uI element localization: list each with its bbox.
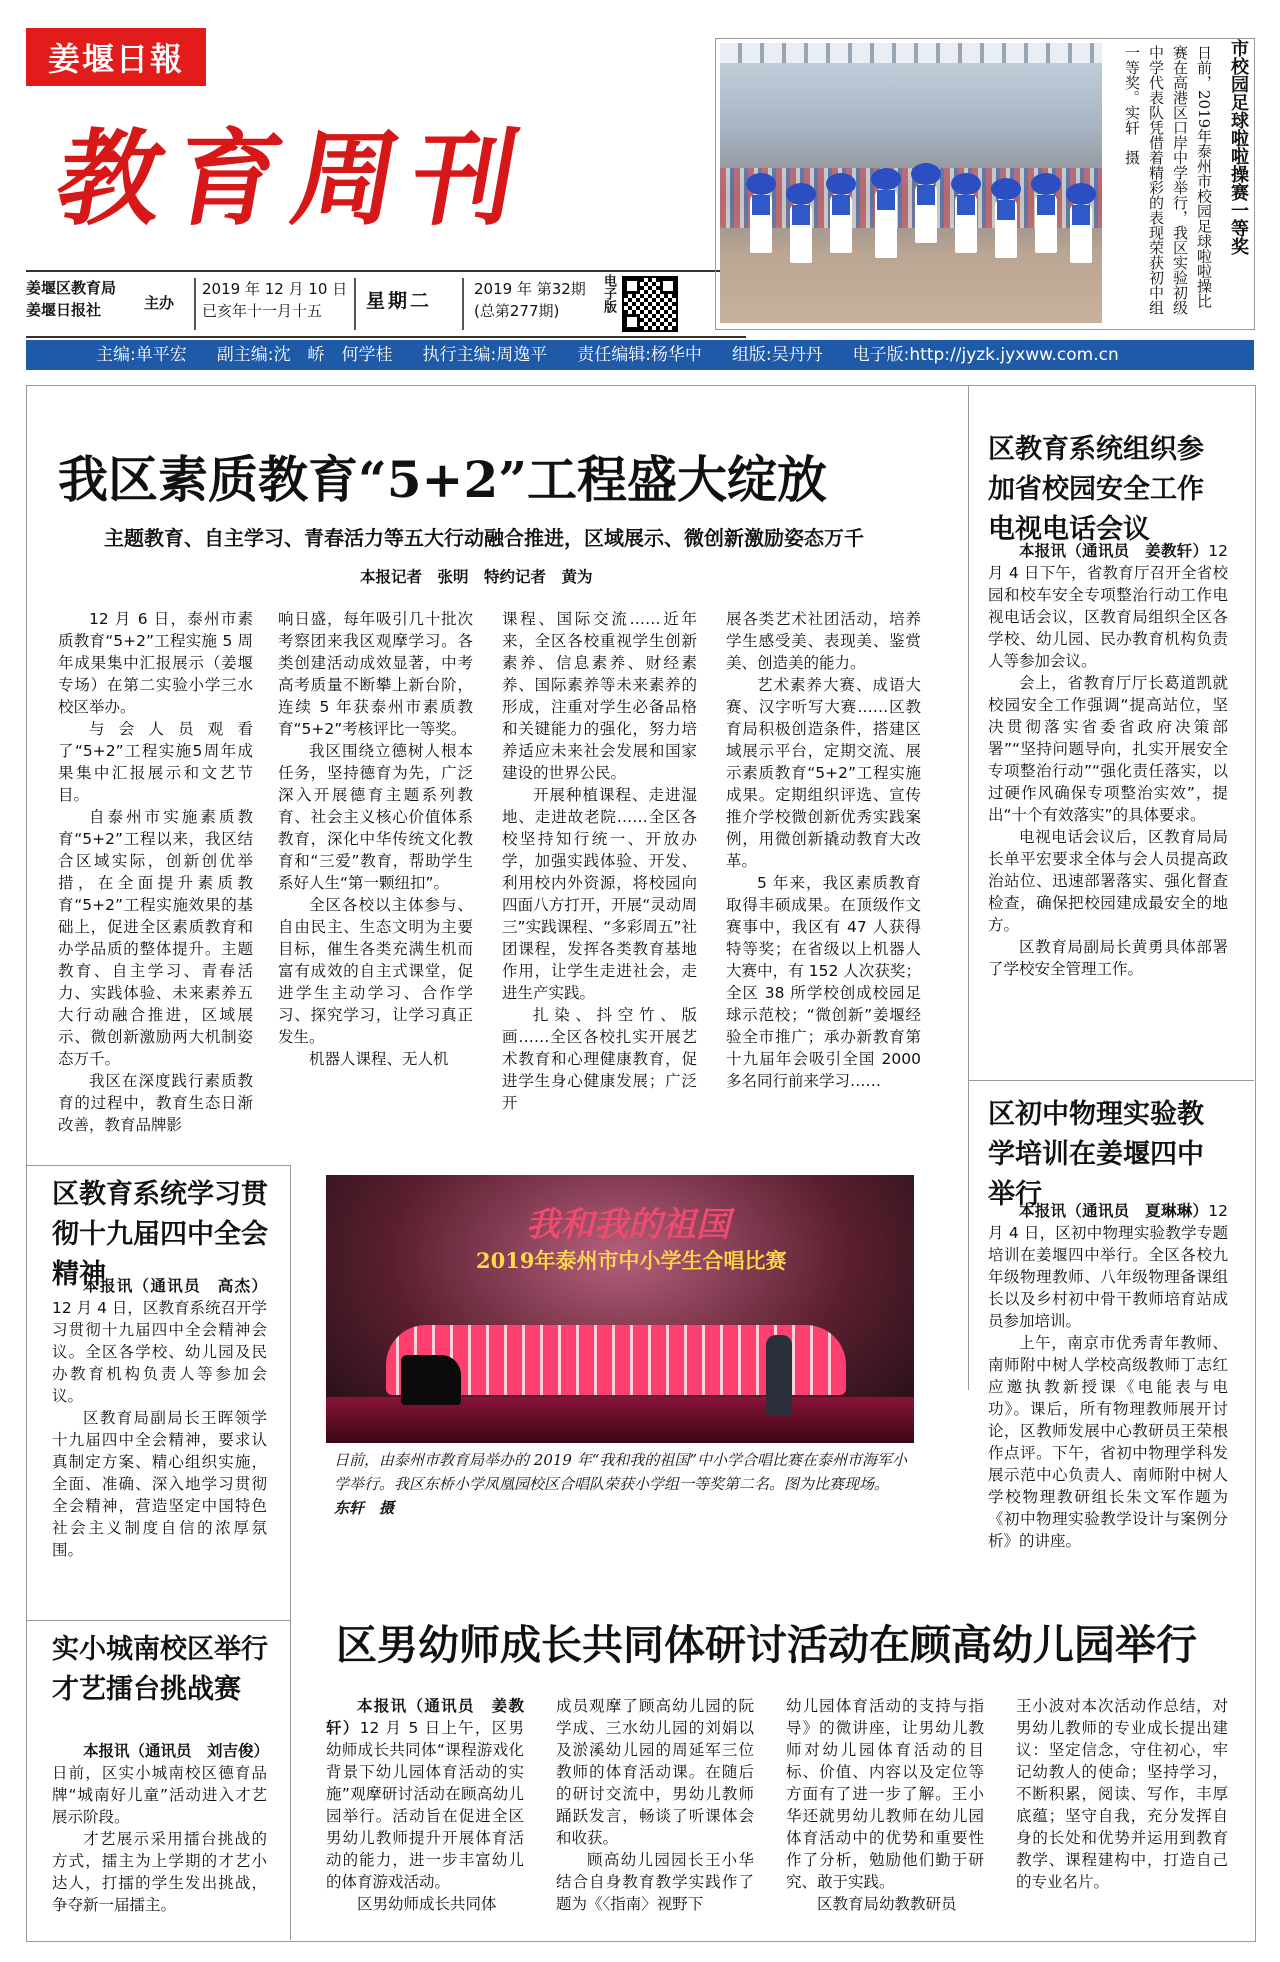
paragraph: 会上，省教育厅厅长葛道凯就校园安全工作强调“提高站位，坚决贯彻落实省委省政府决策部署”“坚持问题导向，扎实开展安全专项整治行动”“强化责任落实，以过硬作风确保专项整治实效”，提出“十个有效落实”的具体要求。 [988,674,1228,824]
piano [401,1355,461,1405]
weekday: 星期二 [366,290,433,312]
lead-column-4 [726,608,921,1092]
issue-block [474,278,586,342]
paragraph: 与会人员观看了“5+2”工程实施5周年成果集中汇报展示和文艺节目。 [58,720,253,804]
cheerleader [790,203,812,263]
lead-headline: 我区素质教育“5+2”工程盛大绽放 [58,450,827,509]
left2-headline: 区教育系统学习贯彻十九届四中全会精神 [52,1179,268,1290]
choir-banner-title: 我和我的祖国 [526,1205,730,1245]
top-story-credit: 实轩 摄 [1123,105,1141,165]
paragraph: 展各类艺术社团活动，培养学生感受美、表现美、鉴赏美、创造美的能力。 [726,610,921,672]
qr-label: 电子版 [601,274,616,313]
cheerleader [915,183,937,243]
publisher-1: 姜堰区教育局 [26,279,117,297]
date-lunar: 已亥年十一月十五 [202,302,323,320]
divider [462,278,464,330]
row-rule [26,1620,291,1621]
lead-byline: 本报记者 张明 特约记者 黄为 [360,568,593,586]
choir-banner-subtitle: 2019年泰州市中小学生合唱比赛 [476,1248,787,1273]
qr-finder-icon [624,278,640,294]
paragraph: 扎染、抖空竹、版画……全区各校扎实开展艺术教育和心理健康教育，促进学生身心健康发展；广泛开 [502,1006,697,1112]
bottom-column-1 [326,1695,524,1915]
right1-headline: 区教育系统组织参加省校园安全工作电视电话会议 [988,434,1204,545]
bottom-headline: 区男幼师成长共同体研讨活动在顾高幼儿园举行 [336,1621,1197,1669]
row-rule [26,1165,291,1166]
cheerleader [1070,203,1092,263]
bottom-column-2 [556,1695,754,1915]
right2-body [988,1200,1228,1552]
choir-caption [334,1448,908,1520]
column-rule [968,1165,969,1390]
paragraph: 5 年来，我区素质教育取得丰硕成果。在顶级作文赛事中，我区有 47 人获得特等奖；在省级以上机器人大赛中，有 152 人次获奖；全区 38 所学校创成校园足球示范校；“微创新”姜堰经验全市推广；承办新教育第十九届年会吸引全国 2000 多名同行前来学习…… [726,874,921,1090]
host-label: 主办 [144,294,175,312]
paragraph: 区男幼师成长共同体 [357,1895,497,1913]
masthead-title: 教育周刊 [47,117,542,240]
cheerleader [955,193,977,253]
paragraph: 幼儿园体育活动的支持与指导》的微讲座，让男幼儿教师对幼儿园体育活动的目标、价值、内容以及定位等方面有了进一步了解。王小华还就男幼儿教师在幼儿园体育活动中的优势和重要性作了分析，勉励他们勤于研究、敢于实践。 [786,1697,984,1891]
right2-headline: 区初中物理实验教学培训在姜堰四中举行 [988,1099,1204,1210]
bottom-byline: 本报讯（通讯员 姜教轩） [326,1697,524,1737]
paragraph: 区教育局副局长黄勇具体部署了学校安全管理工作。 [988,938,1228,978]
paragraph: 上午，南京市优秀青年教师、南师附中树人学校高级教师丁志红应邀执教新授课《电能表与电功》。课后，所有物理教师展开讨论，区教师发展中心教研员王荣根作点评。下午，省初中物理学科发展示范中心负责人、南师附中树人学校物理教研组长朱文军作题为《初中物理实验教学设计与案例分析》的讲座。 [988,1334,1228,1550]
paragraph: 12 月 4 日，区初中物理实验教学专题培训在姜堰四中举行。全区各校九年级物理教师、八年级物理备课组长以及乡村初中骨干教师培育站成员参加培训。 [988,1202,1228,1330]
column-rule [290,1165,291,1940]
paragraph: 响日盛，每年吸引几十批次考察团来我区观摩学习。各类创建活动成效显著，中考高考质量不断攀上新台阶，连续 5 年获泰州市素质教育“5+2”考核评比一等奖。 [278,610,473,738]
gym-ceiling [720,43,1102,63]
staff-deputy-editors: 副主编:沈 峤 何学桂 [216,345,393,365]
paragraph: 我区在深度践行素质教育的过程中，教育生态日渐改善，教育品牌影 [58,1072,253,1134]
lead-column-3 [502,608,697,1114]
bottom-column-4 [1016,1695,1228,1893]
newspaper-tag: 姜堰日報 [26,28,206,86]
paragraph: 王小波对本次活动作总结，对男幼儿教师的专业成长提出建议：坚定信念，守住初心，牢记幼教人的使命；坚持学习，不断积累，阅读、写作，丰厚底蕴；坚守自我，充分发挥自身的长处和优势并运用到教育教学、课程建构中，打造自己的专业名片。 [1016,1697,1228,1891]
paragraph: 艺术素养大赛、成语大赛、汉字听写大赛……区教育局积极创造条件，搭建区域展示平台，定期交流、展示素质教育“5+2”工程实施成果。定期组织评选、宣传推介学校微创新优秀实践案例，用微创新撬动教育大改革。 [726,676,921,870]
paragraph: 成员观摩了顾高幼儿园的阮学成、三水幼儿园的刘娟以及淤溪幼儿园的周延军三位教师的体育活动课。在随后的研讨交流中，男幼儿教师踊跃发言，畅谈了听课体会和收获。 [556,1697,754,1847]
paragraph: 区教育局副局长王晖领学十九届四中全会精神，要求认真制定方案、精心组织实施，全面、准确、深入地学习贯彻全会精神，营造坚定中国特色社会主义制度自信的浓厚氛围。 [52,1409,267,1559]
lead-subheadline: 主题教育、自主学习、青春活力等五大行动融合推进，区域展示、微创新激励姿态万千 [104,526,864,550]
paragraph: 才艺展示采用擂台挑战的方式，擂主为上学期的才艺小达人，打擂的学生发出挑战，争夺新一届擂主。 [52,1830,267,1914]
cheerleader [995,198,1017,258]
qr-finder-icon [624,314,640,330]
column-rule [968,385,969,1165]
epaper-link[interactable]: 电子版:http://jyzk.jyxww.com.cn [852,345,1119,365]
paragraph: 12 月 5 日上午，区男幼师成长共同体“课程游戏化背景下幼儿园体育活动的实施”观摩研讨活动在顾高幼儿园举行。活动旨在促进全区男幼儿教师提升开展体育活动的能力，进一步丰富幼儿的体育游戏活动。 [326,1719,524,1891]
date-block [202,278,347,342]
choir-photo [326,1175,914,1443]
left3-body [52,1740,270,1916]
cheerleader [1035,193,1057,253]
top-story-text [1108,45,1216,321]
caption-text: 日前，由泰州市教育局举办的 2019 年“我和我的祖国”中小学合唱比赛在泰州市海军小学举行。我区东桥小学凤凰园校区合唱队荣获小学组一等奖第二名。图为比赛现场。 [334,1451,908,1493]
paragraph: 开展种植课程、走进湿地、走进故老院……全区各校坚持知行统一、开放办学，加强实践体验、开发、利用校内外资源，将校园向四面八方打开，开展“灵动周三”实践课程、“多彩周五”社团课程，发挥各类教育基地作用，让学生走进社会，走进生产实践。 [502,786,697,1002]
publisher-block [26,277,156,341]
paragraph: 自泰州市实施素质教育“5+2”工程以来，我区结合区域实际，创新创优举措，在全面提升素质教育“5+2”工程实施效果的基础上，促进全区素质教育和办学品质的整体提升。主题教育、自主学习、青春活力、实践体验、未来素养五大行动融合推进，区域展示、微创新激励两大机制姿态万千。 [58,808,253,1068]
top-story-body: 日前，2019年泰州市校园足球啦啦操比赛在高港区口岸中学举行，我区实验初级中学代表队凭借着精彩的表现荣获初中组一等奖。 [1123,45,1213,315]
staff-executive-editor: 执行主编:周逸平 [422,345,548,365]
issue-total: (总第277期) [474,302,560,320]
paragraph: 12 月 6 日，泰州市素质教育“5+2”工程实施 5 周年成果集中汇报展示（姜堰专场）在第二实验小学三水校区举办。 [58,610,253,716]
paragraph: 电视电话会议后，区教育局局长单平宏要求全体与会人员提高政治站位、迅速部署落实、强化督查检查，确保把校园建成最安全的地方。 [988,828,1228,934]
paragraph: 12 月 4 日，区教育系统召开学习贯彻十九届四中全会精神会议。全区各学校、幼儿园及民办教育机构负责人等参加会议。 [52,1299,267,1405]
divider [354,278,356,330]
right2-byline: 本报讯（通讯员 夏琳琳） [1019,1202,1209,1220]
staff-layout: 组版:吴丹丹 [731,345,823,365]
cheerleader [830,193,852,253]
divider [194,278,196,330]
right1-body [988,540,1228,980]
staff-bar [26,340,1254,370]
left2-body [52,1275,267,1561]
conductor [766,1335,792,1415]
paragraph: 区教育局幼教教研员 [817,1895,957,1913]
caption-credit: 东轩 摄 [334,1499,395,1517]
top-story-box [715,38,1255,330]
cheerleader [750,193,772,253]
masthead-info-bar [26,270,746,338]
left3-byline: 本报讯（通讯员 刘吉俊） [83,1742,270,1760]
lead-column-2 [278,608,473,1070]
date-gregorian: 2019 年 12 月 10 日 [202,280,348,298]
row-rule [968,1080,1254,1081]
issue-number: 2019 年 第32期 [474,280,586,298]
paragraph: 全区各校以主体参与、自由民主、生态文明为主要目标，催生各类充满生机而富有成效的自主式课堂，促进学生主动学习、合作学习、探究学习，让学习真正发生。 [278,896,473,1046]
paragraph: 顾高幼儿园园长王小华结合自身教育教学实践作了题为《〈指南〉视野下 [556,1851,754,1913]
publisher-2: 姜堰日报社 [26,301,102,319]
left2-byline: 本报讯（通讯员 高杰） [83,1277,267,1295]
cheerleader [875,188,897,258]
lead-column-1 [58,608,253,1136]
qr-finder-icon [660,278,676,294]
paragraph: 我区围绕立德树人根本任务，坚持德育为先，广泛深入开展德育主题系列教育、社会主义核心价值体系教育，深化中华传统文化教育和“三爱”教育，帮助学生系好人生“第一颗纽扣”。 [278,742,473,892]
bottom-column-3 [786,1695,984,1915]
cheerleading-photo [720,43,1102,323]
paragraph: 日前，区实小城南校区德育品牌“城南好儿童”活动进入才艺展示阶段。 [52,1764,267,1826]
top-story-headline: 市校园足球啦啦操赛一等奖 [1228,39,1249,255]
staff-chief-editor: 主编:单平宏 [96,345,187,365]
staff-responsible-editor: 责任编辑:杨华中 [577,345,702,365]
paragraph: 机器人课程、无人机 [309,1050,449,1068]
paragraph: 课程、国际交流……近年来，全区各校重视学生创新素养、信息素养、财经素养、国际素养等未来素养的形成，注重对学生必备品格和关键能力的强化，努力培养适应未来社会发展和国家建设的世界公民。 [502,610,697,782]
qr-code-icon[interactable] [622,276,678,332]
paragraph: 12 月 4 日下午，省教育厅召开全省校园和校车安全专项整治行动工作电视电话会议，区教育局组织全区各学校、幼儿园、民办教育机构负责人等参加会议。 [988,542,1228,670]
left3-headline: 实小城南校区举行才艺擂台挑战赛 [52,1634,268,1705]
right1-byline: 本报讯（通讯员 姜教轩） [1019,542,1209,560]
